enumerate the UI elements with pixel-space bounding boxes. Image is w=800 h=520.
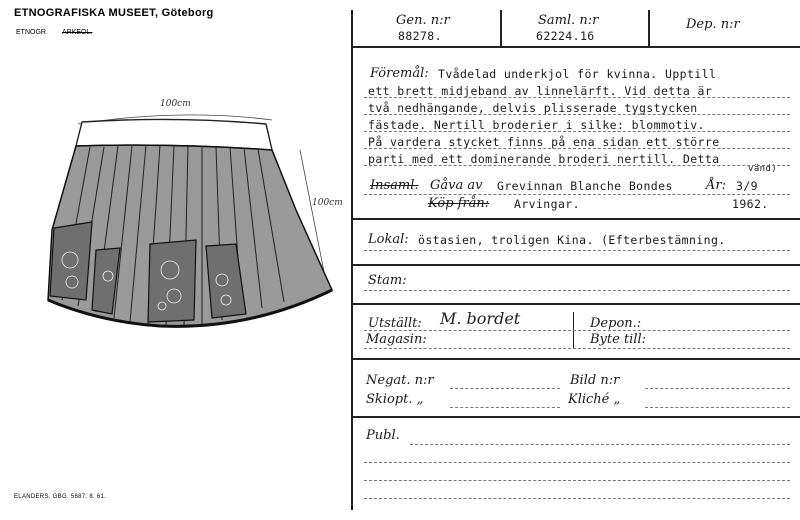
width-dimension-label: 100cm [160, 99, 191, 109]
utstallt-value: M. bordet [440, 309, 521, 328]
ar-label: År: [706, 178, 726, 193]
foremal-line-2: ett brett midjeband av linnelärft. Vid detta är [368, 84, 713, 98]
ruled-line [364, 165, 790, 166]
insaml-label: Insaml. [370, 178, 419, 193]
skirt-sketch [0, 0, 350, 520]
ruled-line [364, 250, 790, 251]
ruled-line [364, 480, 790, 481]
section-rule [352, 264, 800, 266]
lokal-label: Lokal: [368, 232, 409, 247]
negat-label: Negat. n:r [366, 373, 434, 388]
ruled-line [645, 388, 790, 389]
byte-label: Byte till: [590, 332, 647, 347]
arkeol-label: ARKEOL. [62, 29, 93, 36]
ruled-line [364, 330, 790, 331]
etnogr-label: ETNOGR. [16, 29, 48, 36]
ruled-line [645, 407, 790, 408]
stam-label: Stam: [368, 273, 407, 288]
gava-label: Gåva av [430, 178, 483, 193]
section-rule [352, 416, 800, 418]
height-dimension-label: 100cm [312, 198, 343, 208]
foremal-label: Föremål: [370, 66, 429, 81]
section-rule [352, 358, 800, 360]
dep-nr-label: Dep. n:r [686, 17, 740, 32]
ruled-line [450, 388, 560, 389]
printer-footer: ELANDERS. GBG. 5687. 8. 61. [14, 494, 107, 500]
gen-nr-value: 88278. [398, 29, 442, 43]
section-rule [352, 303, 800, 305]
foremal-line-3: två nedhängande, delvis plisserade tygstycken [368, 101, 698, 115]
gen-nr-label: Gen. n:r [396, 13, 450, 28]
lokal-value: östasien, troligen Kina. (Efterbestämning. [418, 233, 726, 247]
ruled-line [364, 131, 790, 132]
saml-nr-value: 62224.16 [536, 29, 595, 43]
foremal-line-6: parti med ett dominerande broderi nertill. Detta [368, 152, 720, 166]
ruled-line [364, 498, 790, 499]
ruled-line [450, 407, 560, 408]
foremal-line-5: På vardera stycket finns på ena sidan ett större [368, 135, 720, 149]
saml-dep-divider [648, 10, 650, 46]
utstallt-label: Utställt: [368, 316, 422, 331]
card-divider [351, 10, 353, 510]
depon-label: Depon.: [590, 316, 642, 331]
foremal-line-4: fästade. Nertill broderier i silke: blommotiv. [368, 118, 705, 132]
publ-label: Publ. [366, 428, 400, 443]
magasin-label: Magasin: [366, 332, 427, 347]
cliche-label: Kliché „ [568, 392, 621, 407]
ruled-line [410, 444, 790, 445]
foremal-line-1: Tvådelad underkjol för kvinna. Upptill [438, 67, 717, 81]
ruled-line [364, 148, 790, 149]
ruled-line [364, 348, 790, 349]
museum-header: ETNOGRAFISKA MUSEET, Göteborg [14, 7, 214, 19]
ruled-line [364, 114, 790, 115]
section-rule [352, 218, 800, 220]
ar-value: 3/9 [736, 179, 758, 193]
skiopt-label: Skiopt. „ [366, 392, 424, 407]
gava-value: Grevinnan Blanche Bondes [497, 179, 673, 193]
foremal-note: vänd) [748, 164, 778, 174]
saml-nr-label: Saml. n:r [538, 13, 599, 28]
gen-saml-divider [500, 10, 502, 46]
ar-year: 1962. [732, 197, 769, 211]
kop-label: Köp från: [428, 196, 490, 211]
ruled-line [364, 194, 790, 195]
kop-value: Arvingar. [514, 197, 580, 211]
bild-label: Bild n:r [570, 373, 620, 388]
ruled-line [364, 97, 790, 98]
ruled-line [364, 462, 790, 463]
ruled-line [364, 290, 790, 291]
header-rule [352, 46, 800, 48]
